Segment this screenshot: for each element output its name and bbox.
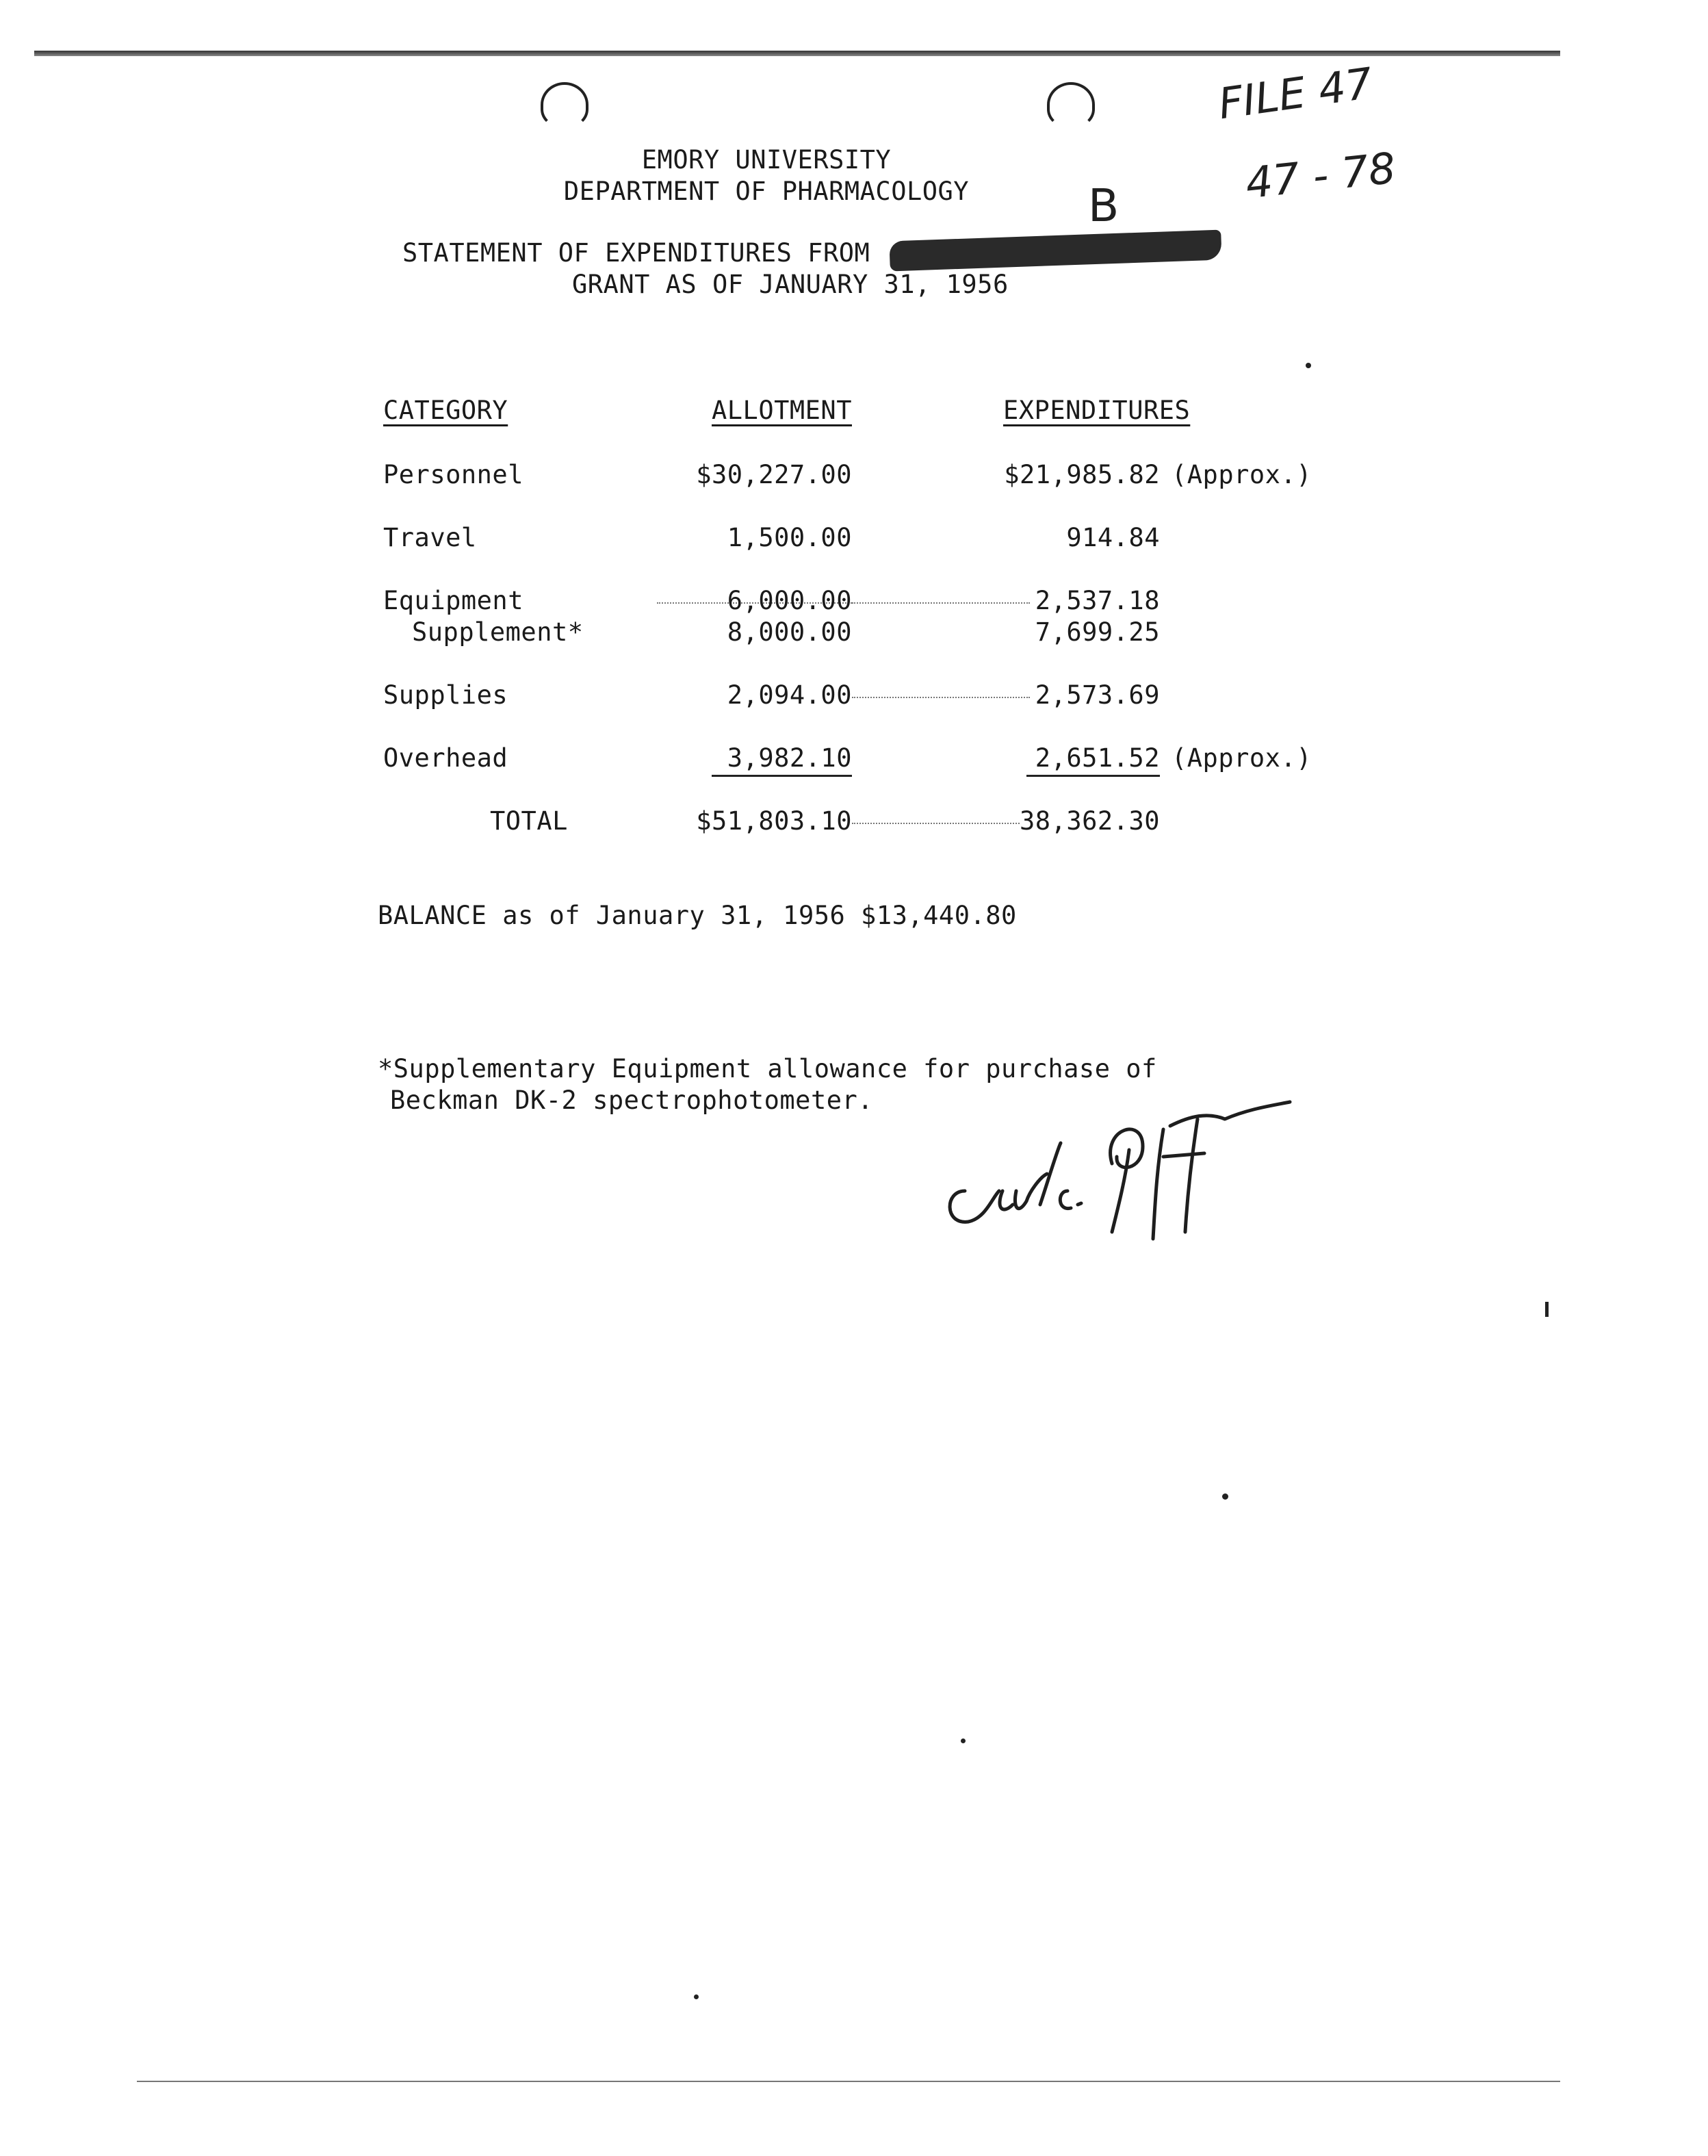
punch-hole-left [541,82,588,127]
row-personnel-note: (Approx.) [1172,460,1312,489]
row-equipment-category: Equipment [383,586,523,615]
row-personnel-category: Personnel [383,460,523,489]
statement-title: STATEMENT OF EXPENDITURES FROM [402,238,870,268]
redaction-mark [889,230,1221,272]
row-overhead-note: (Approx.) [1172,743,1312,773]
row-overhead-category: Overhead [383,743,508,773]
allotment-sum-rule [712,775,852,777]
department-name: DEPARTMENT OF PHARMACOLOGY [563,177,970,206]
row-supplies-expenditures: 2,573.69 [1035,680,1160,710]
scan-bottom-edge [137,2081,1560,2082]
row-supplies-allotment: 2,094.00 [727,680,852,710]
scan-top-edge [34,51,1560,56]
footnote-line-2: Beckman DK-2 spectrophotometer. [390,1086,874,1115]
row-supplement-allotment: 8,000.00 [727,617,852,647]
row-supplies-category: Supplies [383,680,508,710]
handwritten-letter: B [1088,179,1120,232]
row-supplement-category: Supplement* [412,617,584,647]
row-equipment-allotment: 6,000.00 [727,586,852,615]
total-expenditures: 38,362.30 [1020,806,1160,836]
row-overhead-allotment: 3,982.10 [727,743,852,773]
row-supplement-expenditures: 7,699.25 [1035,617,1160,647]
punch-hole-right [1047,82,1095,127]
row-overhead-expenditures: 2,651.52 [1035,743,1160,773]
row-travel-category: Travel [383,523,477,552]
handwritten-file-note: FILE 47 [1215,57,1376,129]
expenditures-sum-rule [1026,775,1160,777]
statement-date-line: GRANT AS OF JANUARY 31, 1956 [572,270,1009,299]
scan-speck [694,1994,699,1999]
balance-line: BALANCE as of January 31, 1956 $13,440.80 [378,901,1017,930]
row-personnel-allotment: $30,227.00 [696,460,852,489]
header-category: CATEGORY [383,396,508,425]
handwritten-signature [937,1088,1293,1246]
row-equipment-expenditures: 2,537.18 [1035,586,1160,615]
row-travel-expenditures: 914.84 [1066,523,1160,552]
scan-speck [1222,1493,1228,1500]
header-expenditures: EXPENDITURES [1003,396,1191,425]
institution-name: EMORY UNIVERSITY [641,145,892,175]
scan-speck [961,1738,966,1743]
row-personnel-expenditures: $21,985.82 [1004,460,1160,489]
footnote-line-1: *Supplementary Equipment allowance for purchase of [378,1054,1157,1083]
total-label: TOTAL [490,806,568,836]
header-allotment: ALLOTMENT [712,396,852,425]
handwritten-ref-note: 47 - 78 [1243,142,1398,209]
total-allotment: $51,803.10 [696,806,852,836]
row-travel-allotment: 1,500.00 [727,523,852,552]
scan-speck [1306,363,1311,368]
scan-speck [1545,1302,1549,1317]
